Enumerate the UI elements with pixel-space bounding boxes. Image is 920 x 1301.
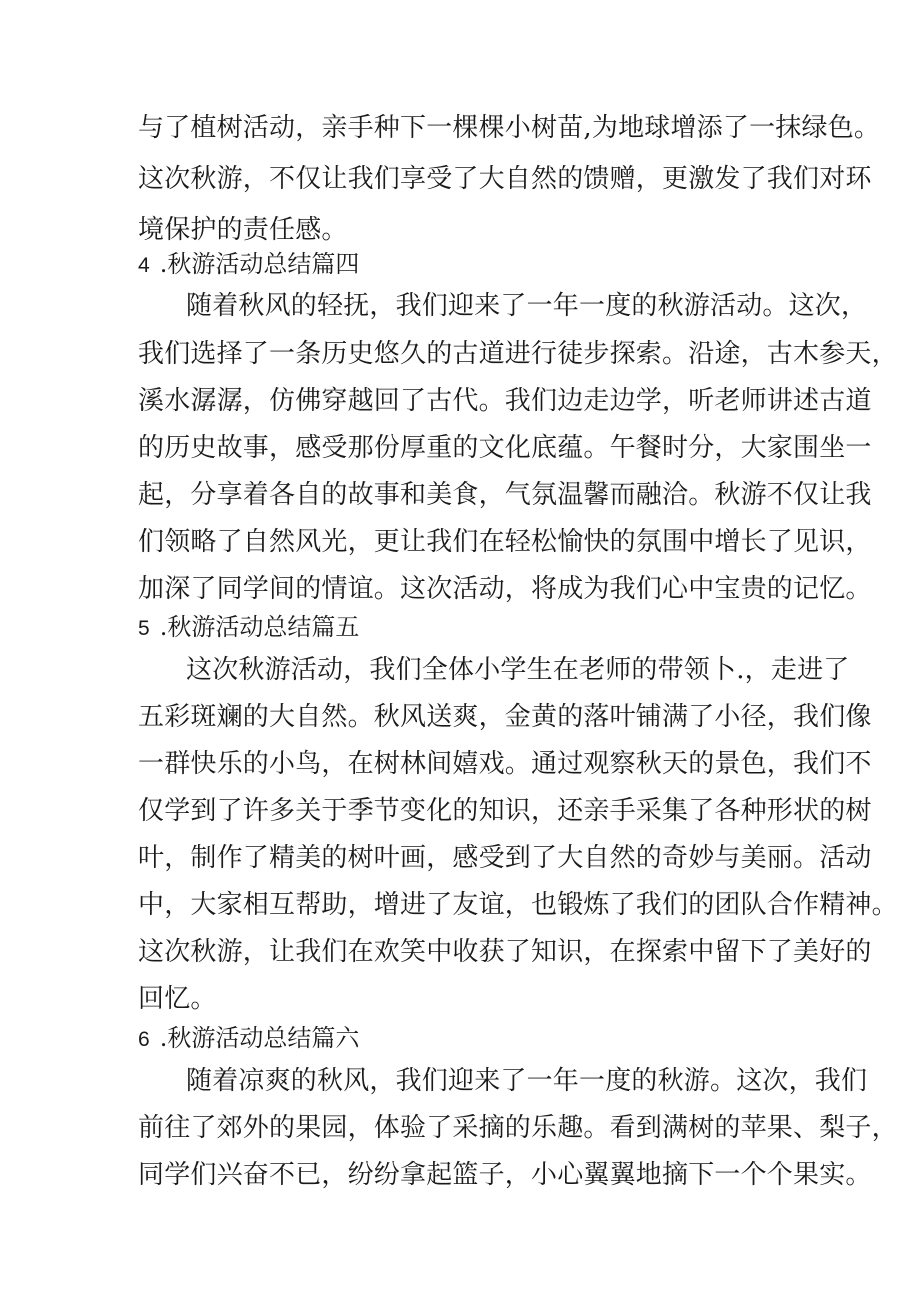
body-line: 叶，制作了精美的树叶画，感受到了大自然的奇妙与美丽。活动 [138, 843, 872, 873]
section-title: .秋游活动总结篇四 [159, 250, 360, 278]
body-line: 与了植树活动，亲手种下一棵棵小树苗,为地球增添了一抹绿色。 [138, 113, 881, 143]
body-line: 随着秋风的轻抚，我们迎来了一年一度的秋游活动。这次， [186, 291, 868, 321]
section-number: 6 [138, 1028, 150, 1051]
body-line: 仅学到了许多关于季节变化的知识，还亲手采集了各种形状的树 [138, 796, 872, 826]
section-heading-4 [138, 248, 359, 282]
body-line: 这次秋游，让我们在欢笑中收获了知识，在探索中留下了美好的 [138, 937, 872, 967]
body-line: 们领略了自然风光，更让我们在轻松愉快的氛围中增长了见识， [138, 527, 872, 557]
section-heading-6 [138, 1022, 359, 1056]
body-line: 起，分享着各自的故事和美食，气氛温馨而融洽。秋游不仅让我 [138, 480, 872, 510]
body-line: 随着凉爽的秋风，我们迎来了一年一度的秋游。这次，我们 [186, 1066, 868, 1096]
body-line: 中，大家相互帮助，增进了友谊，也锻炼了我们的团队合作精神。 [138, 890, 898, 920]
body-line: 五彩斑斓的大自然。秋风送爽，金黄的落叶铺满了小径，我们像 [138, 702, 872, 732]
body-line: 我们选择了一条历史悠久的古道进行徒步探索。沿途，古木参天， [138, 339, 898, 369]
body-line: 这次秋游活动，我们全体小学生在老师的带领卜.，走进了 [186, 655, 850, 685]
body-line: 同学们兴奋不已，纷纷拿起篮子，小心翼翼地摘下一个个果实。 [138, 1160, 872, 1190]
section-heading-5 [138, 611, 359, 645]
body-line: 一群快乐的小鸟，在树林间嬉戏。通过观察秋天的景色，我们不 [138, 749, 872, 779]
body-line: 境保护的责任感。 [138, 215, 348, 245]
section-number: 4 [138, 254, 150, 277]
section-number: 5 [138, 617, 150, 640]
section-title: .秋游活动总结篇五 [159, 613, 360, 641]
section-title: .秋游活动总结篇六 [159, 1024, 360, 1052]
body-line: 前往了郊外的果园，体验了采摘的乐趣。看到满树的苹果、梨子， [138, 1113, 898, 1143]
body-line: 的历史故事，感受那份厚重的文化底蕴。午餐时分，大家围坐一 [138, 433, 872, 463]
body-line: 溪水潺潺，仿佛穿越回了古代。我们边走边学，听老师讲述古道 [138, 386, 872, 416]
body-line: 加深了同学间的情谊。这次活动，将成为我们心中宝贵的记忆。 [138, 574, 872, 604]
body-line: 这次秋游，不仅让我们享受了大自然的馈赠，更激发了我们对环 [138, 164, 872, 194]
body-line: 回忆。 [138, 984, 217, 1014]
